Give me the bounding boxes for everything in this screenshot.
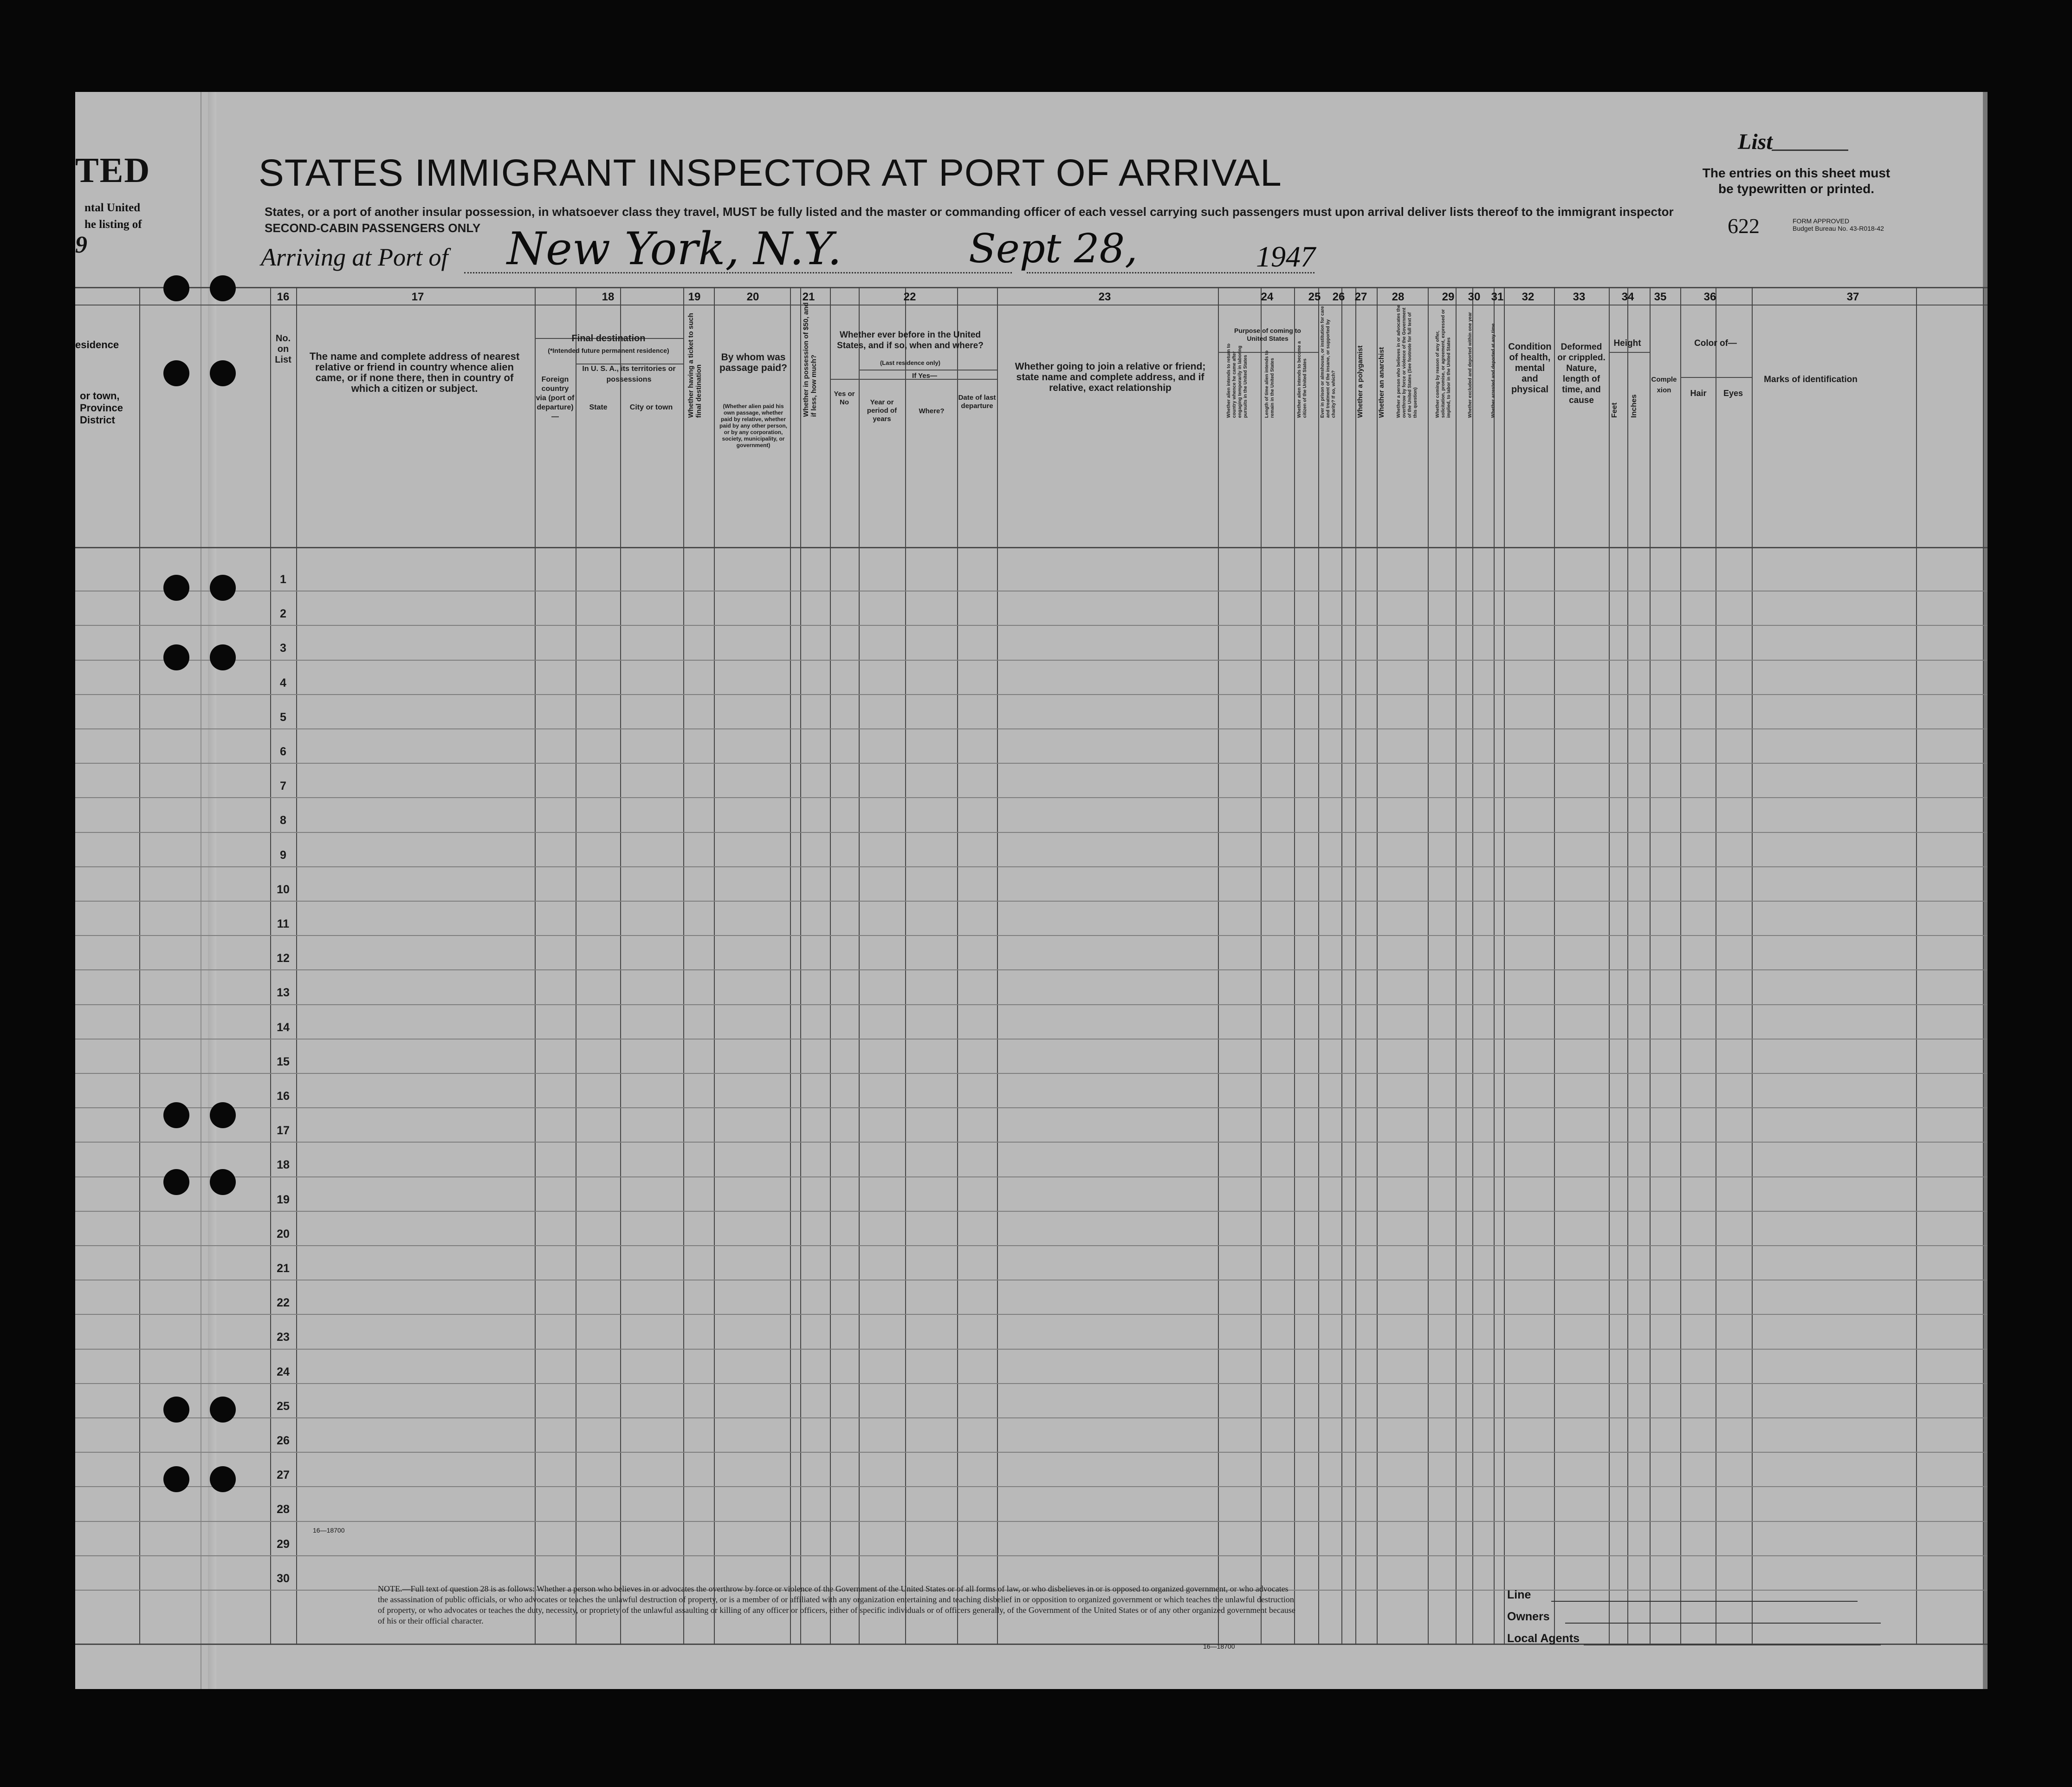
header-arrested: Whether arrested and deported at any time — [1491, 323, 1496, 418]
header-overthrow: Whether a person who believes in or advocates the overthrow by force or violence of the Government of the United States (See footnote for full text of this question) — [1396, 305, 1418, 418]
manifest-table — [75, 287, 1988, 1652]
form-approved: FORM APPROVED — [1793, 217, 1850, 225]
column-divider — [1916, 287, 1917, 1645]
row-number: 30 — [277, 1572, 290, 1585]
punch-hole — [163, 1397, 189, 1423]
left-residence-line-2: Province — [80, 402, 123, 414]
punch-hole — [163, 644, 189, 670]
row-rule — [75, 866, 1988, 867]
row-number: 22 — [277, 1296, 290, 1310]
colnum-16: 16 — [277, 291, 290, 303]
agents-label: Local Agents — [1507, 1632, 1580, 1645]
left-fragment-line-1: ntal United — [84, 201, 141, 214]
left-residence-line-3: District — [80, 414, 115, 426]
row-number: 29 — [277, 1537, 290, 1551]
manifest-sheet — [75, 92, 1988, 1689]
row-number: 24 — [277, 1365, 290, 1378]
year-value: 1947 — [1256, 240, 1315, 273]
row-rule — [75, 935, 1988, 936]
row-rule — [75, 1142, 1988, 1143]
punch-hole — [163, 1169, 189, 1195]
column-divider — [714, 287, 715, 1645]
date-value: Sept 28, — [969, 226, 1138, 272]
row-rule — [75, 728, 1988, 729]
form-number: 16—18700 — [313, 1527, 345, 1534]
column-divider — [535, 287, 536, 1645]
header-no-on-list: No. on List — [275, 333, 291, 365]
header-deformed: Deformed or crippled. Nature, length of time, and cause — [1557, 342, 1606, 405]
column-divider — [1504, 287, 1505, 1645]
owners-field — [1565, 1623, 1881, 1624]
row-rule — [75, 1176, 1988, 1177]
colnum-17: 17 — [411, 291, 424, 303]
colnum-18: 18 — [602, 291, 615, 303]
header-purpose-return: Whether alien intends to return to country whence he came after engaging temporarily in laboring pursuits in the United States — [1226, 343, 1248, 418]
punch-hole — [163, 275, 189, 301]
row-rule — [75, 625, 1988, 626]
header-hair: Hair — [1690, 389, 1707, 398]
line-label: Line — [1507, 1588, 1531, 1601]
header-feet: Feet — [1611, 403, 1619, 418]
header-foreign-country: Foreign country via (port of departure)— — [536, 376, 575, 421]
colnum-19: 19 — [688, 291, 701, 303]
row-number: 2 — [280, 607, 286, 621]
row-number: 13 — [277, 986, 290, 1000]
colnum-28: 28 — [1392, 291, 1405, 303]
row-rule — [75, 1555, 1988, 1556]
header-fifty-dollars: Whether in possession of $50, and if less, how much? — [802, 302, 818, 417]
header-marks: Marks of identification — [1764, 375, 1858, 384]
column-divider — [1752, 287, 1753, 1645]
punch-hole — [163, 575, 189, 601]
table-top-rule — [75, 287, 1988, 288]
row-number: 4 — [280, 676, 286, 689]
row-number: 10 — [277, 883, 290, 896]
row-rule — [75, 1417, 1988, 1418]
row-rule — [75, 969, 1988, 970]
column-divider — [1494, 287, 1495, 1645]
column-divider — [790, 287, 791, 1645]
header-inches: Inches — [1630, 394, 1638, 418]
row-rule — [75, 1039, 1988, 1040]
column-divider — [997, 287, 998, 1645]
column-divider — [957, 287, 958, 1645]
header-purpose: Purpose of coming to United States — [1234, 327, 1301, 342]
row-number: 20 — [277, 1227, 290, 1241]
row-number: 6 — [280, 745, 286, 758]
colnum-29: 29 — [1442, 291, 1455, 303]
row-rule — [75, 694, 1988, 695]
header-date-departure: Date of last departure — [958, 394, 996, 410]
row-rule — [75, 763, 1988, 764]
header-sub-rule — [1609, 352, 1650, 353]
row-number: 12 — [277, 952, 290, 965]
page-title: STATES IMMIGRANT INSPECTOR AT PORT OF ARRIVAL — [259, 152, 1282, 194]
row-rule — [75, 1349, 1988, 1350]
colnum-35: 35 — [1654, 291, 1667, 303]
list-label: List — [1738, 130, 1773, 154]
colnum-23: 23 — [1098, 291, 1111, 303]
row-rule — [75, 1004, 1988, 1005]
header-excluded: Whether excluded and deported within one year — [1468, 312, 1473, 418]
list-line — [1772, 149, 1848, 151]
colnum-37: 37 — [1846, 291, 1859, 303]
header-anarchist: Whether an anarchist — [1378, 347, 1386, 418]
column-divider — [1472, 287, 1473, 1645]
line-field — [1551, 1601, 1858, 1602]
colnum-21: 21 — [802, 291, 815, 303]
punch-hole — [210, 1397, 236, 1423]
header-polygamist: Whether a polygamist — [1356, 345, 1364, 418]
header-bottom-rule — [75, 547, 1988, 548]
row-number: 8 — [280, 814, 286, 827]
colnum-22: 22 — [903, 291, 916, 303]
punch-hole — [163, 360, 189, 386]
row-rule — [75, 1383, 1988, 1384]
column-divider — [1554, 287, 1555, 1645]
row-rule — [75, 1211, 1988, 1212]
punch-hole — [163, 1466, 189, 1492]
colnum-25: 25 — [1308, 291, 1321, 303]
header-purpose-length: Length of time alien intends to remain in the United States — [1264, 351, 1275, 418]
header-purpose-citizen: Whether alien intends to become a citizen of the United States — [1297, 341, 1308, 418]
header-join-relative: Whether going to join a relative or friend; state name and complete address, and if relative, exact relationship — [1015, 361, 1206, 393]
row-number: 27 — [277, 1469, 290, 1482]
row-rule — [75, 1486, 1988, 1487]
column-divider — [830, 287, 831, 1645]
owners-label: Owners — [1507, 1610, 1550, 1623]
class-line: SECOND-CABIN PASSENGERS ONLY — [265, 221, 481, 235]
sheet-number: 622 — [1728, 214, 1760, 238]
column-divider — [1318, 287, 1319, 1645]
row-number: 23 — [277, 1331, 290, 1344]
punch-hole — [210, 644, 236, 670]
header-if-yes: If Yes— — [912, 372, 937, 380]
entries-note: The entries on this sheet must be typewritten or printed. — [1702, 166, 1891, 196]
header-prison: Ever in prison or almshouse, or institution for care and treatment of the insane, or supported by charity? If so, which? — [1320, 306, 1336, 418]
header-sub-rule — [1680, 377, 1752, 378]
column-divider — [1983, 287, 1984, 1645]
left-fragment-line-2: he listing of — [84, 218, 142, 231]
column-divider — [1456, 287, 1457, 1645]
punch-hole — [210, 575, 236, 601]
header-height: Height — [1613, 338, 1641, 348]
column-divider — [1650, 287, 1651, 1645]
header-where: Where? — [919, 407, 945, 415]
header-final-destination: Final destination — [571, 333, 646, 344]
header-year-period: Year or period of years — [867, 398, 897, 423]
header-offer-labor: Whether coming by reason of any offer, solicitation, promise, or agreement, expressed or implied, to labor in the United States — [1435, 309, 1451, 418]
row-rule — [75, 660, 1988, 661]
column-divider — [1294, 287, 1295, 1645]
column-divider — [1355, 287, 1356, 1645]
punch-hole — [210, 1466, 236, 1492]
column-divider — [1218, 287, 1219, 1645]
left-residence-head: esidence — [75, 339, 119, 351]
row-number: 15 — [277, 1055, 290, 1068]
row-number: 26 — [277, 1434, 290, 1447]
column-divider — [800, 287, 801, 1645]
header-state: State — [589, 403, 608, 411]
agents-field — [1584, 1644, 1881, 1645]
left-residence-line-1: or town, — [80, 390, 120, 402]
budget-bureau: Budget Bureau No. 43-R018-42 — [1793, 225, 1884, 232]
row-rule — [75, 1073, 1988, 1074]
row-number: 1 — [280, 573, 286, 586]
row-number: 3 — [280, 642, 286, 655]
punch-hole — [210, 1169, 236, 1195]
form-approved-note — [1793, 217, 1884, 232]
header-final-destination-note: (*Intended future permanent residence) — [548, 347, 669, 354]
column-divider — [905, 287, 906, 1645]
arriving-port-label: Arriving at Port of — [261, 243, 448, 271]
punch-hole — [210, 360, 236, 386]
header-in-usa: In U. S. A., its territories or possessions — [582, 365, 676, 383]
punch-hole — [210, 1102, 236, 1128]
row-number: 16 — [277, 1090, 290, 1103]
port-value: New York, N.Y. — [507, 223, 842, 275]
punch-hole — [210, 275, 236, 301]
row-number: 18 — [277, 1158, 290, 1172]
row-number: 19 — [277, 1193, 290, 1206]
row-number: 28 — [277, 1503, 290, 1516]
row-number: 11 — [277, 917, 290, 930]
row-rule — [75, 797, 1988, 798]
header-ever-before-note: (Last residence only) — [880, 359, 941, 366]
header-city: City or town — [629, 403, 673, 411]
column-divider — [139, 287, 140, 1645]
colnum-27: 27 — [1354, 291, 1367, 303]
row-rule — [75, 832, 1988, 833]
row-number: 5 — [280, 710, 286, 724]
row-rule — [75, 1521, 1988, 1522]
row-rule — [75, 1245, 1988, 1246]
header-passage-paid-note: (Whether alien paid his own passage, whether paid by relative, whether paid by any other person, or by any corporation, society, municipality, or government) — [719, 403, 788, 448]
row-rule — [75, 1452, 1988, 1453]
header-eyes: Eyes — [1723, 389, 1743, 398]
header-passage-paid: By whom was passage paid? — [719, 352, 787, 373]
column-divider — [683, 287, 684, 1645]
column-divider — [1609, 287, 1610, 1645]
header-color-of: Color of— — [1694, 338, 1737, 348]
colnum-31: 31 — [1491, 291, 1504, 303]
colnum-26: 26 — [1332, 291, 1345, 303]
colnum-30: 30 — [1468, 291, 1481, 303]
colnum-33: 33 — [1573, 291, 1586, 303]
column-divider — [859, 287, 860, 1645]
header-yes-no: Yes or No — [834, 390, 855, 406]
row-number: 14 — [277, 1020, 290, 1034]
header-complexion: Complexion — [1651, 376, 1677, 394]
row-rule — [75, 1107, 1988, 1108]
column-divider — [1428, 287, 1429, 1645]
left-fragment-title: TED — [75, 151, 151, 190]
row-rule — [75, 1314, 1988, 1315]
page-subtitle: States, or a port of another insular possession, in whatsoever class they travel, MUST be fully listed and the master or commanding officer of each vessel carrying such passengers must upon arrival deliver lists thereof to the immigrant inspector — [265, 205, 1674, 219]
row-number: 9 — [280, 848, 286, 862]
header-ever-before: Whether ever before in the United States, and if so, when and where? — [837, 330, 984, 351]
column-divider — [620, 287, 621, 1645]
column-divider — [1261, 287, 1262, 1645]
row-number: 21 — [277, 1262, 290, 1275]
row-rule — [75, 901, 1988, 902]
column-divider — [1377, 287, 1378, 1645]
header-health: Condition of health, mental and physical — [1508, 342, 1552, 395]
row-number: 25 — [277, 1399, 290, 1413]
colnum-24: 24 — [1261, 291, 1274, 303]
left-fragment-digit: 9 — [75, 232, 87, 258]
colnum-32: 32 — [1522, 291, 1535, 303]
colnum-34: 34 — [1621, 291, 1634, 303]
column-divider — [1680, 287, 1681, 1645]
column-divider — [1341, 287, 1342, 1645]
header-ticket: Whether having a ticket to such final destination — [687, 313, 703, 418]
colnum-36: 36 — [1703, 291, 1716, 303]
column-divider — [1627, 287, 1628, 1645]
header-nearest-relative: The name and complete address of nearest relative or friend in country whence alien came, or if none there, then in country of which a citizen or subject. — [309, 351, 520, 394]
footnote: NOTE.—Full text of question 28 is as follows: Whether a person who believes in or advocates the overthrow by force or violence of the Government of the United States or of all forms of law, or who disbelieves in or is opposed to organized government, or who advocates the assassination of public officials, or who advocates or teaches the unlawful destruction of property, or is a member of or affiliated with any organization entertaining and teaching disbelief in or opposition to organized government or which teaches the unlawful destruction of property, or who advocates or teaches the duty, necessity, or propriety of the unlawful assaulting or killing of any officer or officers, either of specific individuals or of officers generally, of the Government of the United States or of any other organized government because of his or their official character. — [378, 1584, 1295, 1625]
bottom-form-number: 16—18700 — [1203, 1643, 1235, 1650]
punch-hole — [163, 1102, 189, 1128]
row-number: 7 — [280, 780, 286, 793]
row-number: 17 — [277, 1124, 290, 1137]
colnum-20: 20 — [746, 291, 759, 303]
